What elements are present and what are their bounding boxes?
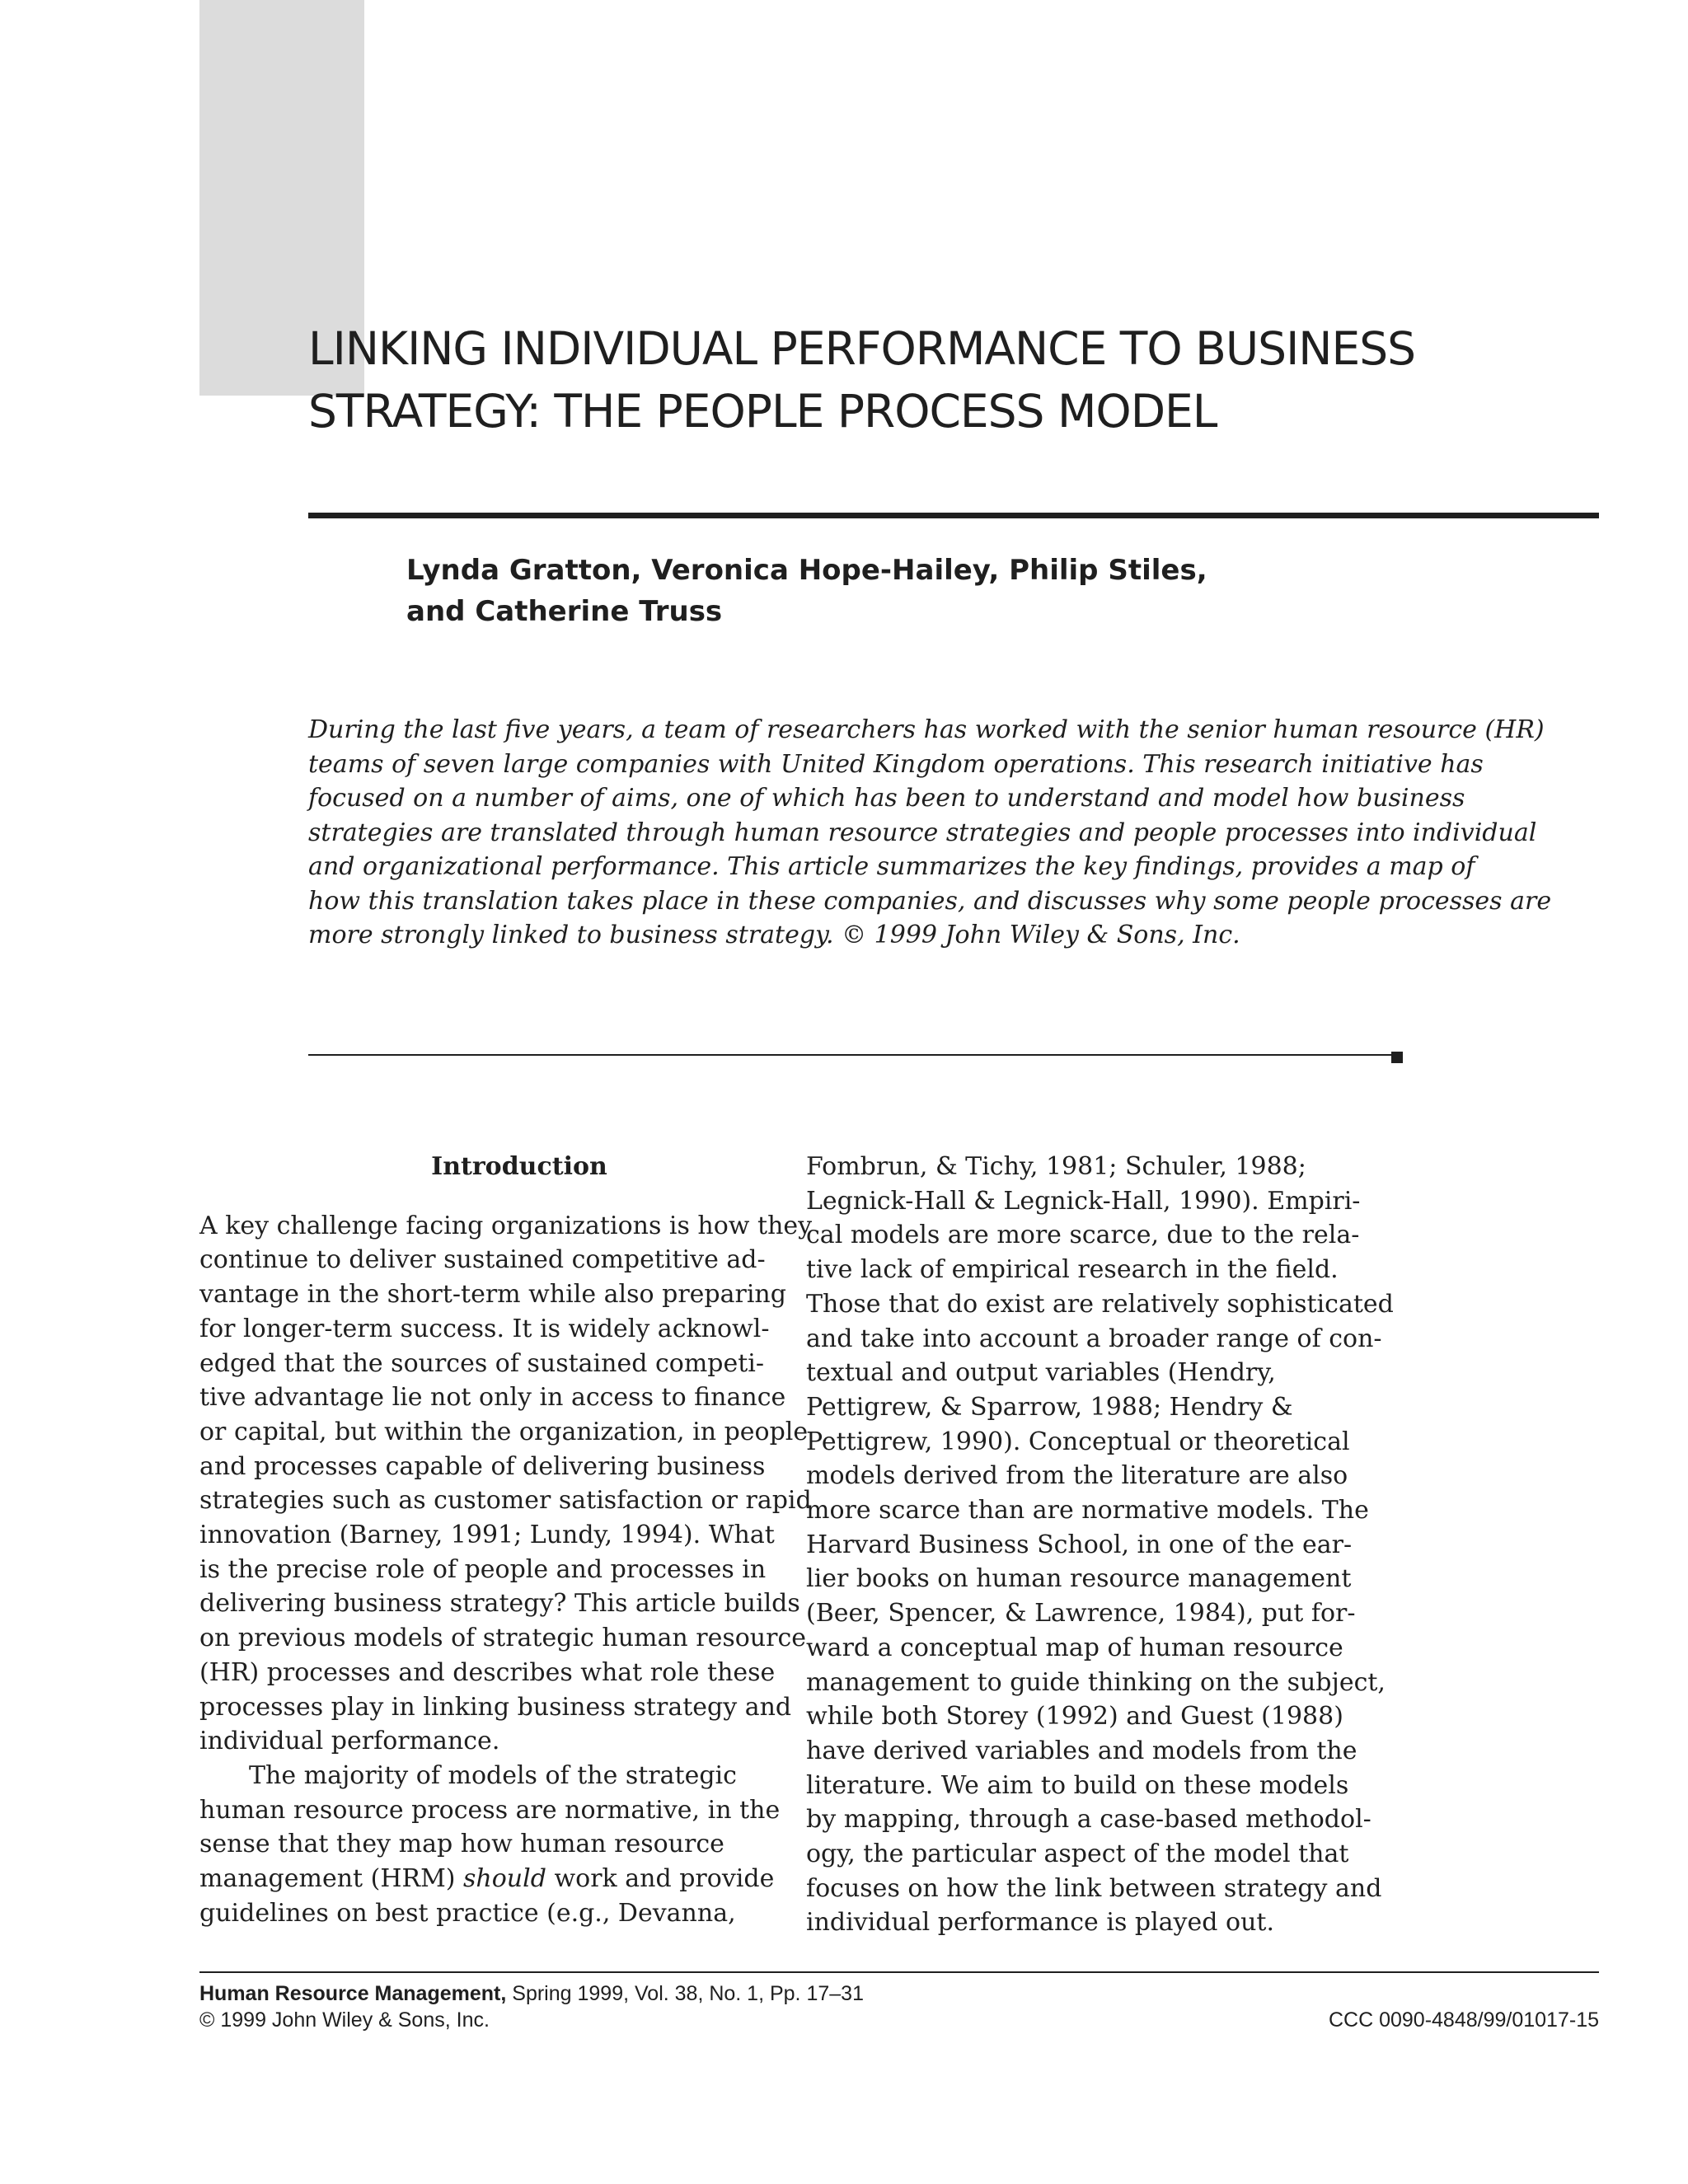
- body-line: [199, 1862, 775, 1896]
- abstract-line: focused on a number of aims, one of which has been to understand and model how business: [308, 784, 1465, 813]
- footer-copyright: © 1999 John Wiley & Sons, Inc.: [199, 2008, 490, 2032]
- footer-journal-line: [199, 1980, 864, 2007]
- journal-issue: Spring 1999, Vol. 38, No. 1, Pp. 17–31: [506, 1982, 864, 2005]
- body-line: cal models are more scarce, due to the rela-: [806, 1221, 1360, 1250]
- author-line: Lynda Gratton, Veronica Hope-Hailey, Philip Stiles,: [406, 554, 1207, 587]
- paragraph-2: [199, 1759, 781, 1931]
- body-line: strategies such as customer satisfaction or rapid: [199, 1486, 812, 1516]
- body-line: continue to deliver sustained competitive ad-: [199, 1245, 766, 1275]
- body-line: textual and output variables (Hendry,: [806, 1358, 1276, 1388]
- body-line: ogy, the particular aspect of the model that: [806, 1840, 1349, 1869]
- article-title: [308, 317, 1594, 443]
- author-line: and Catherine Truss: [406, 595, 723, 628]
- abstract: [308, 713, 1552, 953]
- section-heading-introduction: Introduction: [431, 1152, 607, 1181]
- body-line: edged that the sources of sustained competi-: [199, 1348, 765, 1378]
- footer-divider: [199, 1971, 1599, 1973]
- body-line: is the precise role of people and processes in: [199, 1554, 767, 1584]
- title-line: STRATEGY: THE PEOPLE PROCESS MODEL: [308, 385, 1217, 438]
- body-line: while both Storey (1992) and Guest (1988): [806, 1702, 1343, 1732]
- body-line: Those that do exist are relatively sophisticated: [806, 1289, 1394, 1319]
- body-line: sense that they map how human resource: [199, 1830, 724, 1859]
- emphasis-should: should: [463, 1864, 546, 1894]
- abstract-divider: [308, 1054, 1395, 1056]
- body-text: management (HRM): [199, 1864, 464, 1894]
- body-line: Pettigrew, 1990). Conceptual or theoretical: [806, 1427, 1350, 1456]
- abstract-line: and organizational performance. This article summarizes the key findings, provides a map of: [308, 852, 1475, 881]
- body-line: The majority of models of the strategic: [249, 1760, 737, 1790]
- footer-ccc-code: CCC 0090-4848/99/01017-15: [1328, 2008, 1599, 2032]
- title-line: LINKING INDIVIDUAL PERFORMANCE TO BUSINESS: [308, 322, 1416, 375]
- body-line: delivering business strategy? This article builds: [199, 1589, 800, 1619]
- author-list: [406, 550, 1478, 632]
- body-line: (HR) processes and describes what role these: [199, 1657, 776, 1687]
- body-line: and take into account a broader range of con-: [806, 1324, 1382, 1353]
- body-line: by mapping, through a case-based methodol-: [806, 1805, 1372, 1835]
- body-line: models derived from the literature are also: [806, 1461, 1348, 1491]
- body-line: vantage in the short-term while also preparing: [199, 1280, 786, 1310]
- body-line: Pettigrew, & Sparrow, 1988; Hendry &: [806, 1392, 1293, 1422]
- abstract-line: During the last five years, a team of researchers has worked with the senior human resource (HR): [308, 715, 1545, 744]
- body-line: for longer-term success. It is widely acknowl-: [199, 1314, 770, 1343]
- footer-citation: [199, 1980, 864, 2033]
- body-line: more scarce than are normative models. The: [806, 1496, 1369, 1526]
- body-column-left: [199, 1150, 813, 1930]
- body-line: lier books on human resource management: [806, 1564, 1352, 1594]
- body-text: work and provide: [546, 1864, 775, 1894]
- body-line: Harvard Business School, in one of the ear-: [806, 1530, 1353, 1559]
- abstract-line: how this translation takes place in these companies, and discusses why some people processes are: [308, 886, 1552, 916]
- body-line: ward a conceptual map of human resource: [806, 1633, 1343, 1662]
- body-line: Fombrun, & Tichy, 1981; Schuler, 1988;: [806, 1152, 1306, 1181]
- body-line: individual performance.: [199, 1727, 500, 1756]
- body-line: processes play in linking business strategy and: [199, 1692, 792, 1722]
- body-line: focuses on how the link between strategy and: [806, 1873, 1382, 1903]
- body-line: or capital, but within the organization, in people: [199, 1417, 809, 1446]
- paragraph-1: [199, 1209, 813, 1759]
- body-line: on previous models of strategic human resource: [199, 1624, 806, 1653]
- body-line: guidelines on best practice (e.g., Devanna,: [199, 1898, 736, 1928]
- body-line: Legnick-Hall & Legnick-Hall, 1990). Empiri-: [806, 1186, 1361, 1216]
- body-line: and processes capable of delivering business: [199, 1451, 766, 1481]
- body-line: management to guide thinking on the subject,: [806, 1667, 1386, 1697]
- body-line: tive lack of empirical research in the field.: [806, 1255, 1339, 1285]
- abstract-line: strategies are translated through human resource strategies and people processes into individual: [308, 818, 1537, 847]
- body-line: innovation (Barney, 1991; Lundy, 1994). What: [199, 1521, 775, 1550]
- abstract-line: teams of seven large companies with United Kingdom operations. This research initiative has: [308, 749, 1484, 779]
- body-line: human resource process are normative, in the: [199, 1795, 781, 1825]
- journal-name: Human Resource Management,: [199, 1982, 507, 2005]
- body-line: literature. We aim to build on these models: [806, 1770, 1349, 1800]
- abstract-line: more strongly linked to business strategy. © 1999 John Wiley & Sons, Inc.: [308, 921, 1240, 949]
- body-line: A key challenge facing organizations is how they: [199, 1211, 813, 1240]
- divider-end-square: [1391, 1052, 1403, 1063]
- body-line: have derived variables and models from the: [806, 1736, 1357, 1765]
- title-divider: [308, 513, 1599, 518]
- body-line: (Beer, Spencer, & Lawrence, 1984), put for-: [806, 1599, 1356, 1629]
- body-line: individual performance is played out.: [806, 1908, 1274, 1938]
- body-column-right: [806, 1150, 1394, 1940]
- body-line: tive advantage lie not only in access to finance: [199, 1383, 786, 1413]
